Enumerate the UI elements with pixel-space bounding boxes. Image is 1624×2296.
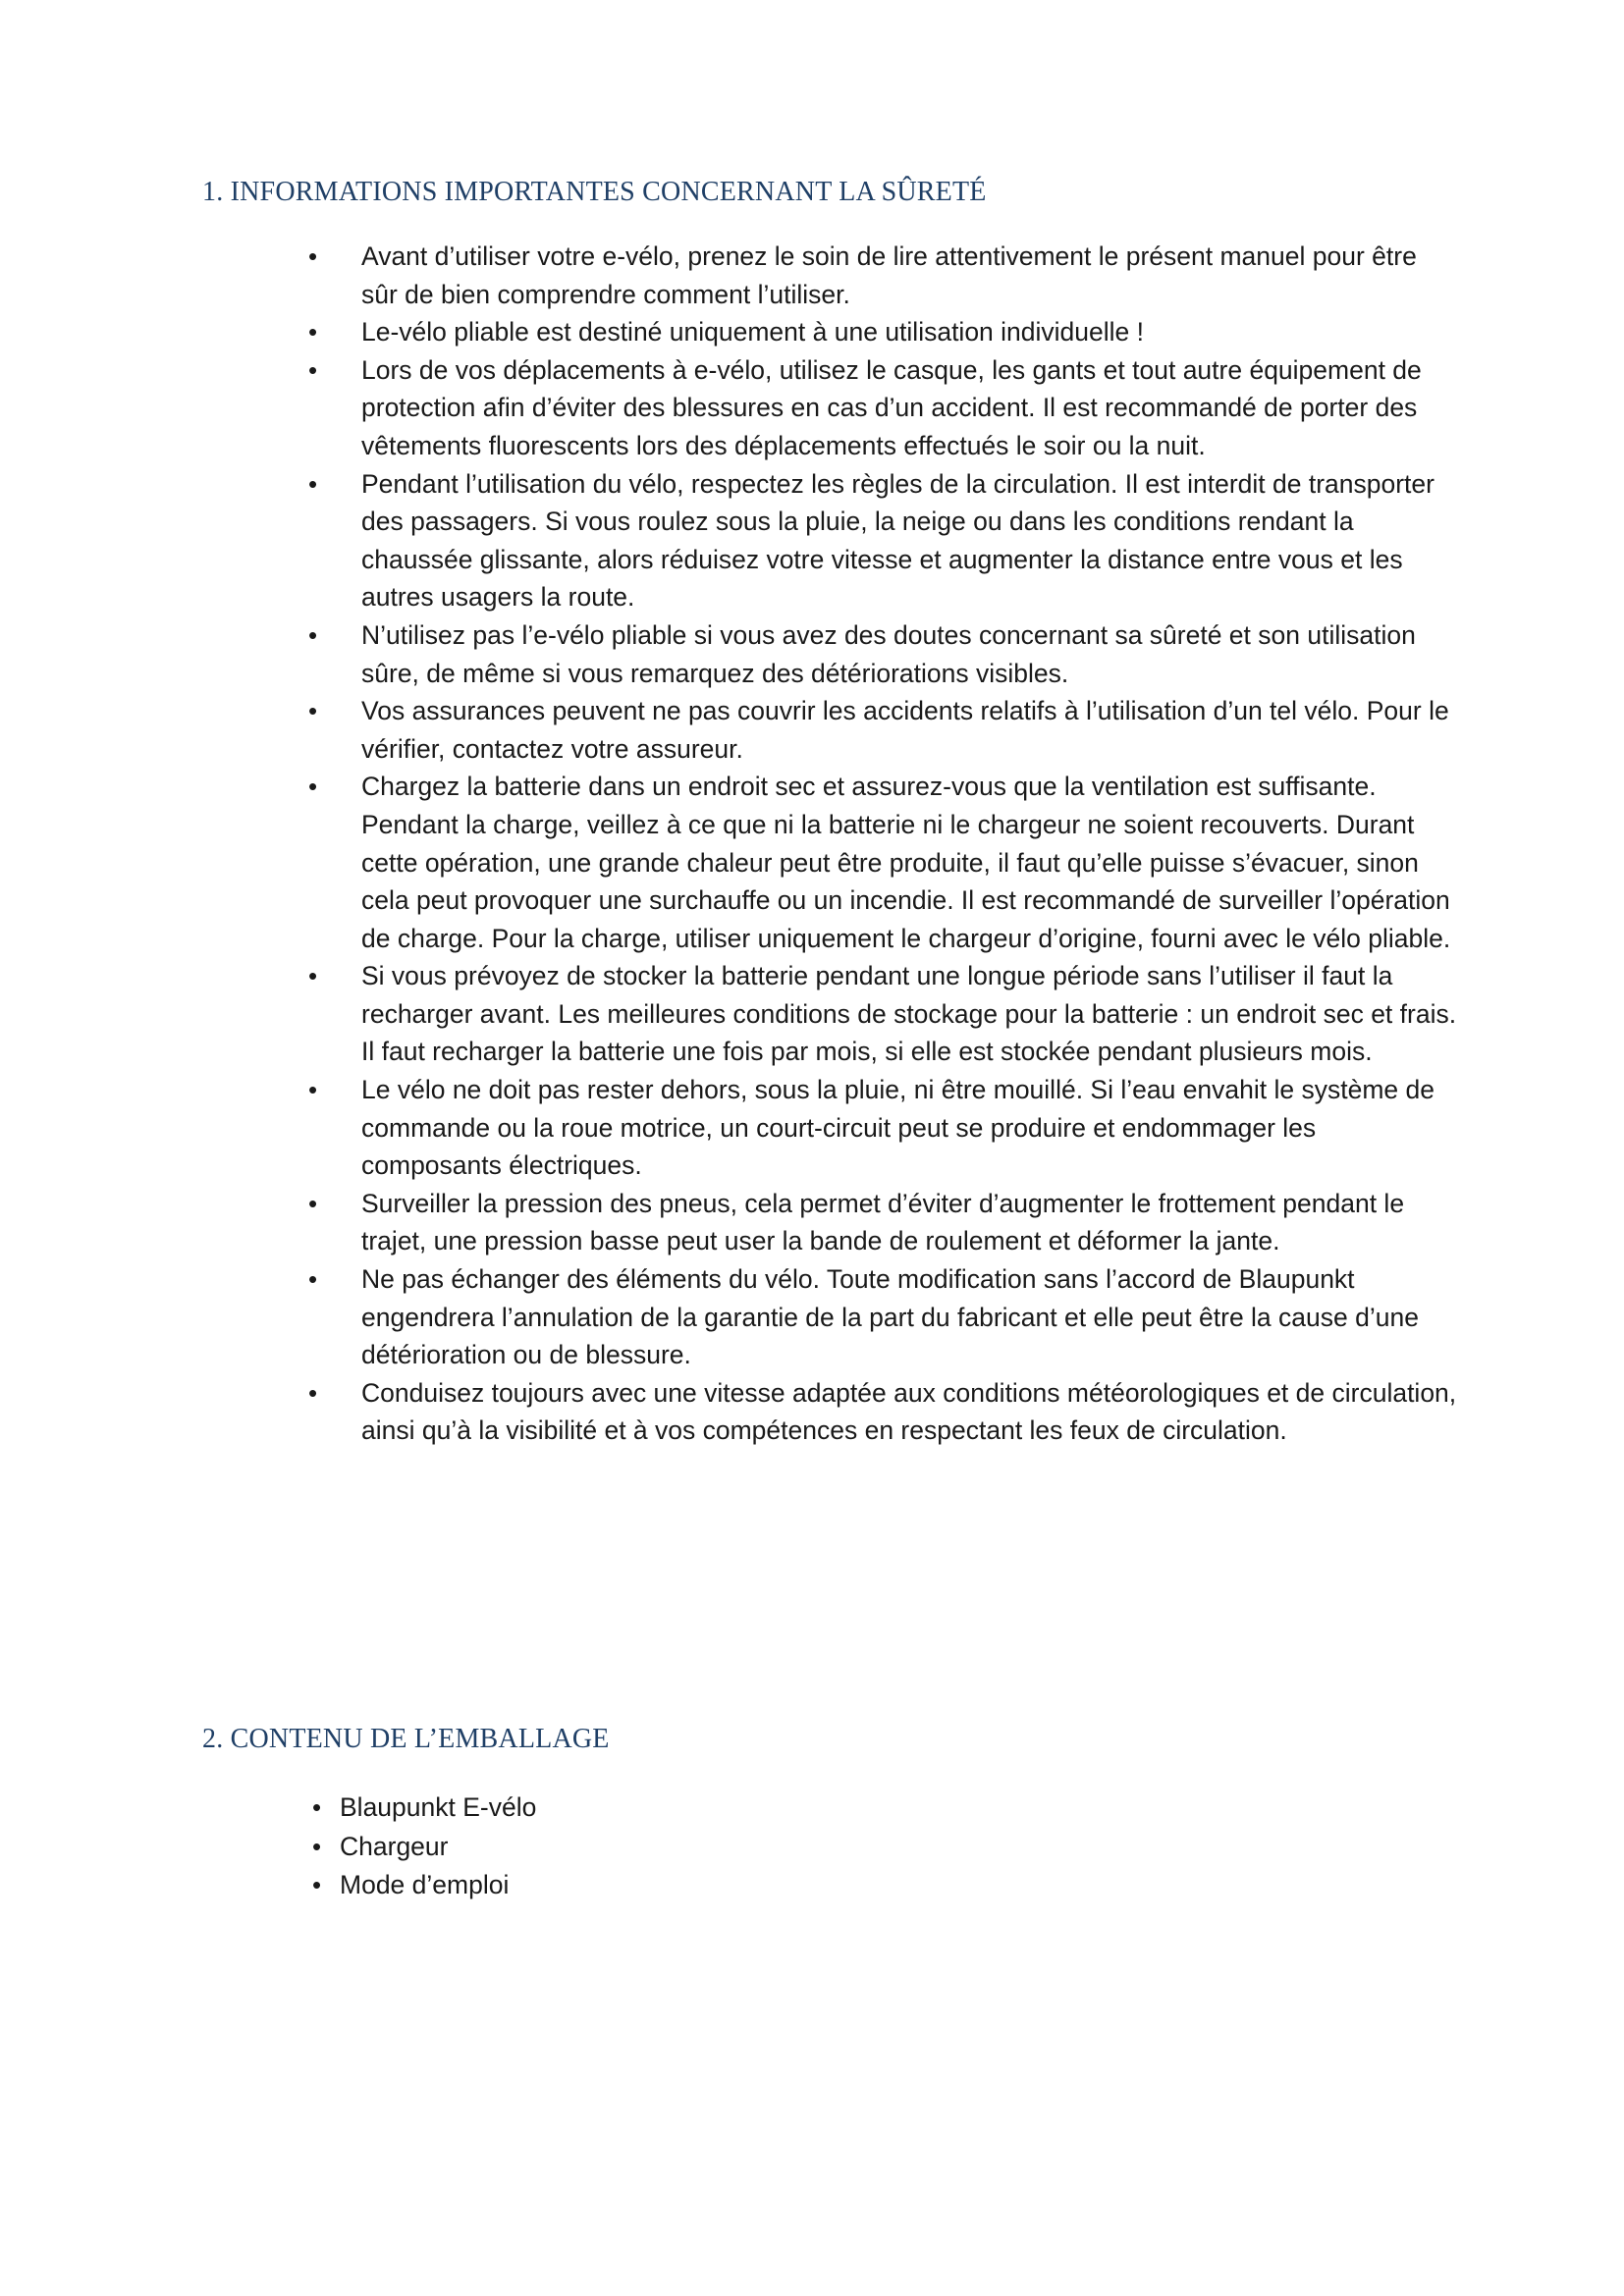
list-item-text: Pendant l’utilisation du vélo, respectez les règles de la circulation. Il est interdit de transporter des passagers. Si vous roulez sous la pluie, la neige ou dans les conditions rendant la chaussée glissante, alors réduisez votre vitesse et augmenter la distance entre vous et les autres usagers la route. (361, 468, 1435, 613)
list-item (308, 957, 1459, 1071)
bullet-icon: • (308, 354, 318, 385)
package-contents-list (312, 1789, 1000, 1905)
list-item (308, 351, 1459, 465)
list-item (312, 1828, 1000, 1867)
list-item-text: Surveiller la pression des pneus, cela permet d’éviter d’augmenter le frottement pendant le trajet, une pression basse peut user la bande de roulement et déformer la jante. (361, 1188, 1405, 1256)
bullet-icon: • (308, 241, 318, 271)
list-item-text: Conduisez toujours avec une vitesse adaptée aux conditions météorologiques et de circulation, ainsi qu’à la visibilité et à vos compétences en respectant les feux de circulation. (361, 1377, 1457, 1446)
bullet-icon: • (308, 1264, 318, 1295)
list-item-text: Le vélo ne doit pas rester dehors, sous la pluie, ni être mouillé. Si l’eau envahit le système de commande ou la roue motrice, un court-circuit peut se produire et endommager les composants électriques. (361, 1075, 1435, 1181)
bullet-icon: • (312, 1870, 322, 1899)
bullet-icon: • (312, 1792, 322, 1822)
list-item-text: Avant d’utiliser votre e-vélo, prenez le soin de lire attentivement le présent manuel pour être sûr de bien comprendre comment l’utiliser. (361, 241, 1417, 309)
section-heading-package-contents: 2. CONTENU DE L’EMBALLAGE (202, 1724, 610, 1754)
safety-list (308, 238, 1459, 1450)
list-item (308, 313, 1459, 351)
bullet-icon: • (308, 317, 318, 347)
list-item-text: Ne pas échanger des éléments du vélo. Toute modification sans l’accord de Blaupunkt engendrera l’annulation de la garantie de la part du fabricant et elle peut être la cause d’une détérioration ou de blessure. (361, 1264, 1419, 1370)
list-item (308, 238, 1459, 313)
list-item (308, 1374, 1459, 1450)
list-item-text: Vos assurances peuvent ne pas couvrir les accidents relatifs à l’utilisation d’un tel vélo. Pour le vérifier, contactez votre assureur. (361, 696, 1449, 764)
list-item (308, 1260, 1459, 1374)
list-item-text: Si vous prévoyez de stocker la batterie pendant une longue période sans l’utiliser il faut la recharger avant. Les meilleures conditions de stockage pour la batterie : un endroit sec et frais. Il faut recharger la batterie une fois par mois, si elle est stockée pendant plusieurs mois. (361, 961, 1457, 1067)
bullet-icon: • (308, 1188, 318, 1218)
list-item (308, 1071, 1459, 1185)
list-item-text: Blaupunkt E-vélo (340, 1792, 537, 1822)
bullet-icon: • (308, 772, 318, 802)
list-item-text: Le-vélo pliable est destiné uniquement à une utilisation individuelle ! (361, 317, 1144, 347)
list-item (312, 1789, 1000, 1828)
list-item (312, 1866, 1000, 1905)
list-item-text: Lors de vos déplacements à e-vélo, utilisez le casque, les gants et tout autre équipement de protection afin d’éviter des blessures en cas d’un accident. Il est recommandé de porter des vêtements fluorescents lors des déplacements effectués le soir ou la nuit. (361, 354, 1422, 460)
list-item-text: Chargeur (340, 1831, 449, 1861)
bullet-icon: • (312, 1831, 322, 1861)
list-item (308, 768, 1459, 957)
list-item (308, 692, 1459, 768)
bullet-icon: • (308, 468, 318, 499)
list-item-text: N’utilisez pas l’e-vélo pliable si vous avez des doutes concernant sa sûreté et son utilisation sûre, de même si vous remarquez des détériorations visibles. (361, 619, 1416, 688)
bullet-icon: • (308, 961, 318, 991)
list-item (308, 1185, 1459, 1260)
bullet-icon: • (308, 1075, 318, 1105)
bullet-icon: • (308, 1377, 318, 1408)
list-item (308, 616, 1459, 692)
bullet-icon: • (308, 696, 318, 726)
bullet-icon: • (308, 619, 318, 650)
list-item-text: Chargez la batterie dans un endroit sec et assurez-vous que la ventilation est suffisante. Pendant la charge, veillez à ce que ni la batterie ni le chargeur ne soient recouverts. Durant cette opération, une grande chaleur peut être produite, il faut qu’elle puisse s’évacuer, sinon cela peut provoquer une surchauffe ou un incendie. Il est recommandé de surveiller l’opération de charge. Pour la charge, utiliser uniquement le chargeur d’origine, fourni avec le vélo pliable. (361, 772, 1451, 953)
list-item (308, 465, 1459, 616)
section-heading-safety: 1. INFORMATIONS IMPORTANTES CONCERNANT LA SÛRETÉ (202, 177, 987, 207)
list-item-text: Mode d’emploi (340, 1870, 510, 1899)
